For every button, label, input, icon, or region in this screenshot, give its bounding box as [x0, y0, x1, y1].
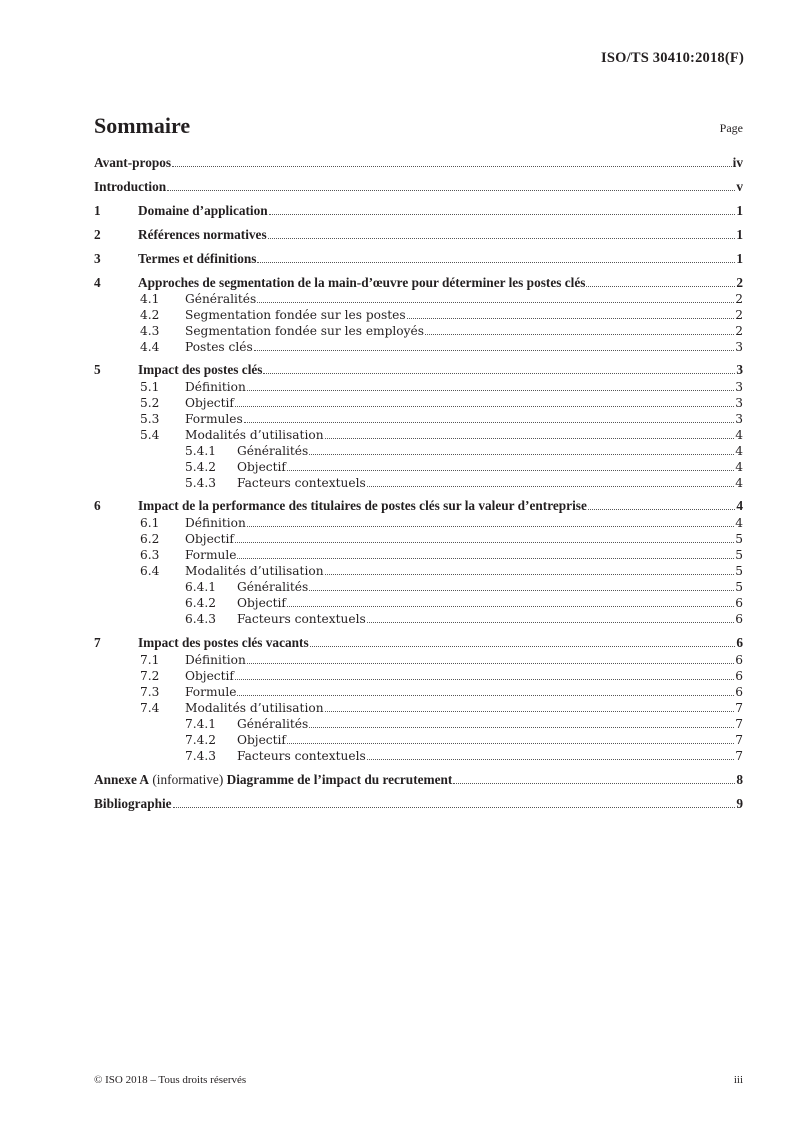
toc-entry-6-1[interactable]	[94, 515, 743, 531]
toc-entry-text: Approches de segmentation de la main-d’œuvre pour déterminer les postes clés	[138, 275, 586, 290]
leader-dots	[367, 759, 734, 760]
toc-entry-5-4[interactable]	[94, 427, 743, 443]
toc-entry-page: 5	[735, 564, 743, 578]
toc-entry-text	[94, 772, 452, 788]
leader-dots	[235, 679, 734, 680]
toc-entry-page: 5	[735, 548, 743, 562]
toc-entry-text: Objectif	[185, 669, 234, 683]
toc-entry-page: 2	[735, 324, 743, 338]
toc-entry-page: 6	[735, 669, 743, 683]
toc-entry-7-4-3[interactable]	[94, 748, 743, 764]
leader-dots	[325, 711, 735, 712]
leader-dots	[237, 558, 734, 559]
toc-entry-page: 6	[735, 596, 743, 610]
toc-entry-text: Objectif	[237, 733, 286, 747]
toc-entry-6-2[interactable]	[94, 531, 743, 547]
leader-dots	[172, 166, 732, 167]
leader-dots	[309, 727, 734, 728]
toc-entry-text: Généralités	[185, 292, 257, 306]
leader-dots	[287, 470, 734, 471]
toc-entry-text: Objectif	[237, 596, 286, 610]
toc-entry-number: 3	[94, 251, 101, 266]
leader-dots	[269, 214, 736, 215]
leader-dots	[287, 606, 734, 607]
leader-dots	[309, 590, 734, 591]
toc-entry-6-4-3[interactable]	[94, 611, 743, 627]
leader-dots	[588, 509, 736, 510]
toc-entry-6-4-2[interactable]	[94, 595, 743, 611]
toc-entry-number: 5.2	[140, 396, 160, 410]
toc-entry-bibliographie[interactable]	[94, 796, 743, 812]
toc-entry-number: 6.1	[140, 516, 160, 530]
toc-entry-page: 6	[735, 612, 743, 626]
toc-entry-page: 7	[735, 749, 743, 763]
leader-dots	[325, 438, 735, 439]
leader-dots	[367, 622, 734, 623]
toc-entry-page: 6	[735, 653, 743, 667]
toc-entry-text: Domaine d’application	[138, 203, 268, 218]
toc-entry-page: 4	[735, 476, 743, 490]
toc-entry-6[interactable]	[94, 498, 743, 514]
toc-entry-text: Impact des postes clés vacants	[138, 635, 309, 650]
toc-entry-text: Impact des postes clés	[138, 362, 263, 377]
toc-entry-page: 2	[735, 292, 743, 306]
toc-entry-text: Définition	[185, 380, 246, 394]
toc-entry-4-1[interactable]	[94, 291, 743, 307]
toc-entry-6-4-1[interactable]	[94, 579, 743, 595]
toc-entry-text: Modalités d’utilisation	[185, 564, 324, 578]
toc-entry-7-3[interactable]	[94, 684, 743, 700]
toc-entry-7[interactable]	[94, 635, 743, 651]
toc-entry-text: Impact de la performance des titulaires de postes clés sur la valeur d’entreprise	[138, 498, 587, 513]
toc-entry-text: Objectif	[185, 532, 234, 546]
toc-entry-number: 4.3	[140, 324, 160, 338]
page-title: Sommaire	[94, 113, 191, 138]
toc-entry-text: Formule	[185, 548, 237, 562]
toc-entry-page: 2	[735, 308, 743, 322]
toc-entry-text: Formules	[185, 412, 243, 426]
page-column-label: Page	[719, 121, 743, 135]
toc-entry-number: 5.4	[140, 428, 160, 442]
toc-entry-page: 6	[735, 685, 743, 699]
toc-entry-text: Facteurs contextuels	[237, 476, 366, 490]
leader-dots	[257, 262, 735, 263]
toc-entry-number: 7.1	[140, 653, 160, 667]
toc-entry-text: Objectif	[185, 396, 234, 410]
toc-entry-7-4-1[interactable]	[94, 716, 743, 732]
toc-entry-page: 4	[735, 428, 743, 442]
toc-entry-5-4-3[interactable]	[94, 475, 743, 491]
toc-entry-annexe-a[interactable]	[94, 772, 743, 788]
leader-dots	[247, 390, 734, 391]
toc-entry-5-1[interactable]	[94, 379, 743, 395]
toc-entry-7-2[interactable]	[94, 668, 743, 684]
toc-entry-text: Introduction	[94, 179, 167, 194]
leader-dots	[453, 783, 735, 784]
toc-entry-number: 7.4.3	[185, 749, 217, 763]
toc-entry-number: 5.3	[140, 412, 160, 426]
toc-entry-avant-propos[interactable]	[94, 155, 743, 171]
toc-entry-text: Généralités	[237, 580, 309, 594]
toc-entry-page: 4	[736, 498, 743, 513]
toc-entry-text: Facteurs contextuels	[237, 612, 366, 626]
toc-entry-text: Définition	[185, 516, 246, 530]
toc-entry-7-4[interactable]	[94, 700, 743, 716]
copyright-notice: © ISO 2018 – Tous droits réservés	[94, 1074, 247, 1086]
annex-title: Diagramme de l’impact du recrutement	[226, 772, 453, 787]
leader-dots	[325, 574, 735, 575]
leader-dots	[586, 286, 735, 287]
toc-entry-6-3[interactable]	[94, 547, 743, 563]
toc-entry-4-4[interactable]	[94, 339, 743, 355]
toc-entry-text: Modalités d’utilisation	[185, 428, 324, 442]
toc-entry-number: 4.4	[140, 340, 160, 354]
toc-entry-5-3[interactable]	[94, 411, 743, 427]
toc-entry-number: 4.2	[140, 308, 160, 322]
toc-entry-number: 1	[94, 203, 101, 218]
toc-entry-text: Définition	[185, 653, 246, 667]
document-id: ISO/TS 30410:2018(F)	[601, 50, 744, 66]
toc-entry-5-4-1[interactable]	[94, 443, 743, 459]
leader-dots	[244, 422, 735, 423]
toc-entry-7-4-2[interactable]	[94, 732, 743, 748]
leader-dots	[235, 406, 734, 407]
toc-entry-number: 7.4.1	[185, 717, 217, 731]
toc-entry-number: 5.4.1	[185, 444, 217, 458]
toc-entry-text: Objectif	[237, 460, 286, 474]
toc-entry-page: 7	[735, 701, 743, 715]
title-row	[94, 113, 743, 143]
toc-entry-text: Références normatives	[138, 227, 267, 242]
toc-entry-page: 8	[736, 772, 743, 787]
toc-entry-6-4[interactable]	[94, 563, 743, 579]
toc-entry-page: 1	[736, 251, 743, 266]
toc-entry-text: Généralités	[237, 444, 309, 458]
toc-entry-4[interactable]	[94, 275, 743, 291]
toc-entry-text: Termes et définitions	[138, 251, 257, 266]
toc-entry-text: Formule	[185, 685, 237, 699]
toc-entry-page: 3	[735, 412, 743, 426]
toc-entry-number: 6.4	[140, 564, 160, 578]
toc-entry-5-4-2[interactable]	[94, 459, 743, 475]
toc-entry-number: 6.4.3	[185, 612, 217, 626]
toc-entry-text: Bibliographie	[94, 796, 172, 811]
toc-entry-text: Généralités	[237, 717, 309, 731]
page-footer	[94, 1074, 743, 1088]
toc-entry-page: 1	[736, 203, 743, 218]
toc-entry-1[interactable]	[94, 203, 743, 219]
toc-entry-text: Segmentation fondée sur les postes	[185, 308, 406, 322]
leader-dots	[309, 454, 734, 455]
toc-entry-number: 4	[94, 275, 101, 290]
toc-entry-page: 2	[736, 275, 743, 290]
toc-entry-page: 6	[736, 635, 743, 650]
toc-entry-page: 3	[736, 362, 743, 377]
leader-dots	[247, 526, 734, 527]
toc-entry-text: Postes clés	[185, 340, 253, 354]
leader-dots	[257, 302, 734, 303]
toc-entry-number: 5.1	[140, 380, 160, 394]
toc-entry-number: 6	[94, 498, 101, 513]
toc-entry-number: 7.3	[140, 685, 160, 699]
toc-entry-number: 2	[94, 227, 101, 242]
toc-entry-2[interactable]	[94, 227, 743, 243]
toc-entry-number: 6.4.2	[185, 596, 217, 610]
toc-entry-number: 5.4.3	[185, 476, 217, 490]
leader-dots	[235, 542, 734, 543]
toc-entry-page: 7	[735, 717, 743, 731]
toc-entry-page: iv	[732, 155, 743, 170]
toc-entry-page: 9	[736, 796, 743, 811]
toc-entry-number: 6.4.1	[185, 580, 217, 594]
toc-entry-page: v	[736, 179, 743, 194]
toc-entry-page: 3	[735, 396, 743, 410]
toc-entry-page: 7	[735, 733, 743, 747]
toc-entry-4-3[interactable]	[94, 323, 743, 339]
toc-entry-5-2[interactable]	[94, 395, 743, 411]
toc-entry-page: 5	[735, 580, 743, 594]
toc-entry-number: 7.2	[140, 669, 160, 683]
toc-entry-5[interactable]	[94, 362, 743, 378]
leader-dots	[268, 238, 736, 239]
leader-dots	[173, 807, 736, 808]
toc-entry-text: Modalités d’utilisation	[185, 701, 324, 715]
toc-entry-page: 3	[735, 340, 743, 354]
leader-dots	[247, 663, 734, 664]
toc-entry-number: 6.2	[140, 532, 160, 546]
toc-entry-text: Segmentation fondée sur les employés	[185, 324, 425, 338]
leader-dots	[237, 695, 734, 696]
leader-dots	[263, 373, 735, 374]
leader-dots	[254, 350, 735, 351]
toc-entry-number: 5.4.2	[185, 460, 217, 474]
leader-dots	[367, 486, 734, 487]
toc-entry-number: 4.1	[140, 292, 160, 306]
toc-entry-page: 4	[735, 460, 743, 474]
toc-entry-introduction[interactable]	[94, 179, 743, 195]
leader-dots	[425, 334, 734, 335]
annex-type: (informative)	[149, 772, 227, 787]
leader-dots	[167, 190, 735, 191]
leader-dots	[287, 743, 734, 744]
toc-entry-4-2[interactable]	[94, 307, 743, 323]
toc-entry-number: 6.3	[140, 548, 160, 562]
toc-entry-7-1[interactable]	[94, 652, 743, 668]
toc-entry-text: Facteurs contextuels	[237, 749, 366, 763]
toc-entry-page: 4	[735, 516, 743, 530]
toc-entry-page: 4	[735, 444, 743, 458]
toc-entry-number: 7.4.2	[185, 733, 217, 747]
toc-entry-number: 5	[94, 362, 101, 377]
toc-entry-3[interactable]	[94, 251, 743, 267]
page-number: iii	[733, 1074, 743, 1086]
toc-entry-number: 7.4	[140, 701, 160, 715]
toc-entry-page: 5	[735, 532, 743, 546]
toc-entry-number: 7	[94, 635, 101, 650]
toc-entry-page: 3	[735, 380, 743, 394]
leader-dots	[310, 646, 736, 647]
leader-dots	[407, 318, 735, 319]
annex-label: Annexe A	[94, 772, 150, 787]
toc-entry-text: Avant-propos	[94, 155, 172, 170]
toc-entry-page: 1	[736, 227, 743, 242]
